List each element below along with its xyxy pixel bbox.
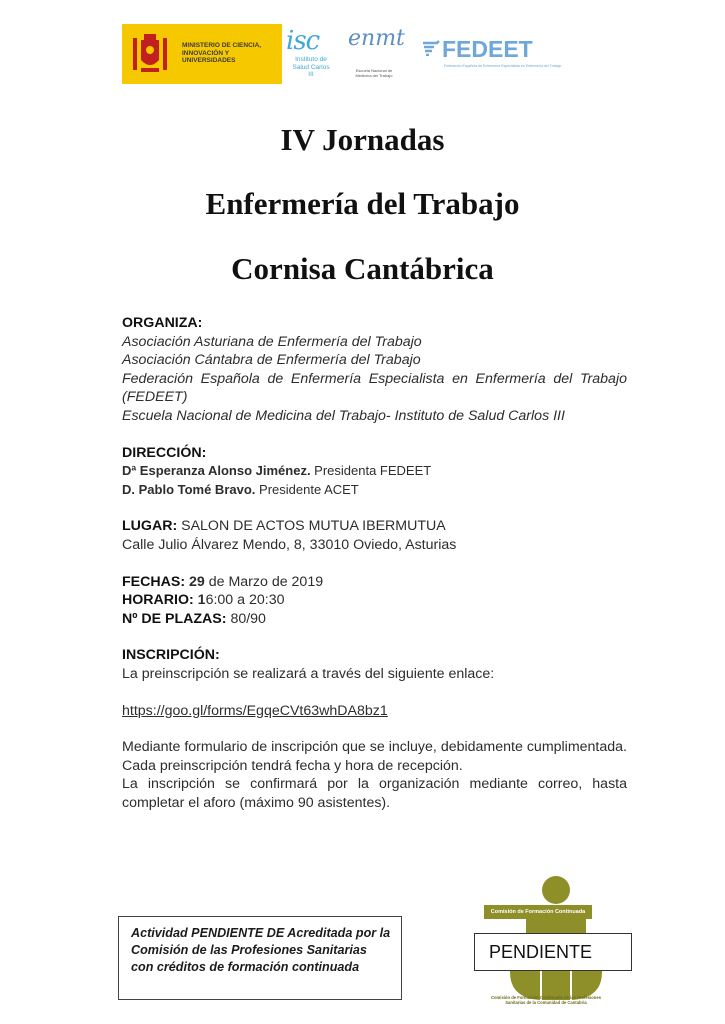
direccion-label: DIRECCIÓN: xyxy=(122,444,207,461)
organizer-item: Escuela Nacional de Medicina del Trabajo- Instituto de Salud Carlos III xyxy=(122,407,565,424)
accreditation-box xyxy=(118,916,402,1000)
plazas-label: Nº DE PLAZAS: xyxy=(122,610,227,627)
lugar-line xyxy=(122,517,627,536)
fedeet-logo xyxy=(420,34,564,78)
organizer-item: Federación Española de Enfermería Especialista en Enfermería del Trabajo (FEDEET) xyxy=(122,370,627,406)
registration-link[interactable]: https://goo.gl/forms/EgqeCVt63whDA8bz1 xyxy=(122,702,388,719)
horario-label: HORARIO: xyxy=(122,592,194,609)
cfc-band xyxy=(484,905,592,919)
fechas-line xyxy=(122,573,627,592)
inscripcion-label: INSCRIPCIÓN: xyxy=(122,647,220,664)
director-name: Dª Esperanza Alonso Jiménez. xyxy=(122,463,311,479)
horario-line xyxy=(122,591,627,610)
accreditation-text: Actividad PENDIENTE DE Acreditada por la Comisión de las Profesiones Sanitarias con créditos de formación continuada xyxy=(131,926,391,974)
director-name: D. Pablo Tomé Bravo. xyxy=(122,481,256,497)
organiza-label: ORGANIZA: xyxy=(122,315,203,331)
isciii-logo xyxy=(284,26,330,88)
fechas-rest: de Marzo de 2019 xyxy=(204,573,324,590)
fechas-day: 29 xyxy=(185,573,205,590)
director-item xyxy=(122,462,627,481)
plazas-value: 80/90 xyxy=(226,610,266,627)
fedeet-subtitle: Federación Española de Enfermería Especialista en Enfermería del Trabajo xyxy=(444,64,562,68)
director-item xyxy=(122,481,627,500)
inscripcion-paragraph: La inscripción se confirmará por la organización mediante correo, hasta completar el aforo (máximo 90 asistentes). xyxy=(122,776,627,811)
lugar-venue: SALON DE ACTOS MUTUA IBERMUTUA xyxy=(177,518,446,535)
fedeet-name: FEDEET xyxy=(442,36,533,62)
pendiente-badge: PENDIENTE xyxy=(474,933,632,971)
lugar-address: Calle Julio Álvarez Mendo, 8, 33010 Oviedo, Asturias xyxy=(122,536,457,553)
organizer-item: Asociación Asturiana de Enfermería del Trabajo xyxy=(122,333,422,350)
ministerio-name: MINISTERIO DE CIENCIA, INNOVACIÓN Y UNIVERSIDADES xyxy=(182,42,262,64)
isciii-name: Instituto de Salud Carlos III xyxy=(292,56,330,78)
isciii-mark: isc xyxy=(286,26,320,56)
organizer-item: Asociación Cántabra de Enfermería del Trabajo xyxy=(122,352,421,369)
cfc-footer: Comisión de Formación Continuada de las Profesiones Sanitarias de la Comunidad de Cantabria xyxy=(490,995,602,1005)
fechas-label: FECHAS: xyxy=(122,573,186,590)
enmt-mark: enmt xyxy=(348,26,405,51)
cfc-band-text: Comisión de Formación Continuada xyxy=(490,909,586,915)
plazas-line xyxy=(122,610,627,629)
ministerio-logo xyxy=(122,24,282,84)
inscripcion-intro: La preinscripción se realizará a través del siguiente enlace: xyxy=(122,665,495,682)
director-role: Presidenta FEDEET xyxy=(310,463,432,479)
event-details xyxy=(122,314,627,812)
fedeet-mark-icon xyxy=(422,40,440,56)
horario-rest: 6:00 a 20:30 xyxy=(205,592,285,609)
enmt-name: Escuela Nacional de Medicina del Trabajo xyxy=(355,68,393,78)
title-line-2: Enfermería del Trabajo xyxy=(205,186,520,221)
coat-of-arms-icon xyxy=(130,30,170,78)
director-role: Presidente ACET xyxy=(255,481,359,497)
title-line-3: Cornisa Cantábrica xyxy=(231,251,494,286)
logo-header xyxy=(0,0,725,100)
inscripcion-paragraph: Mediante formulario de inscripción que se incluye, debidamente cumplimentada. Cada preinscripción tendrá fecha y hora de recepción. xyxy=(122,739,627,774)
title-line-1: IV Jornadas xyxy=(280,122,445,157)
lugar-label: LUGAR: xyxy=(122,518,178,535)
horario-first: 1 xyxy=(193,592,206,609)
enmt-logo xyxy=(346,26,405,88)
